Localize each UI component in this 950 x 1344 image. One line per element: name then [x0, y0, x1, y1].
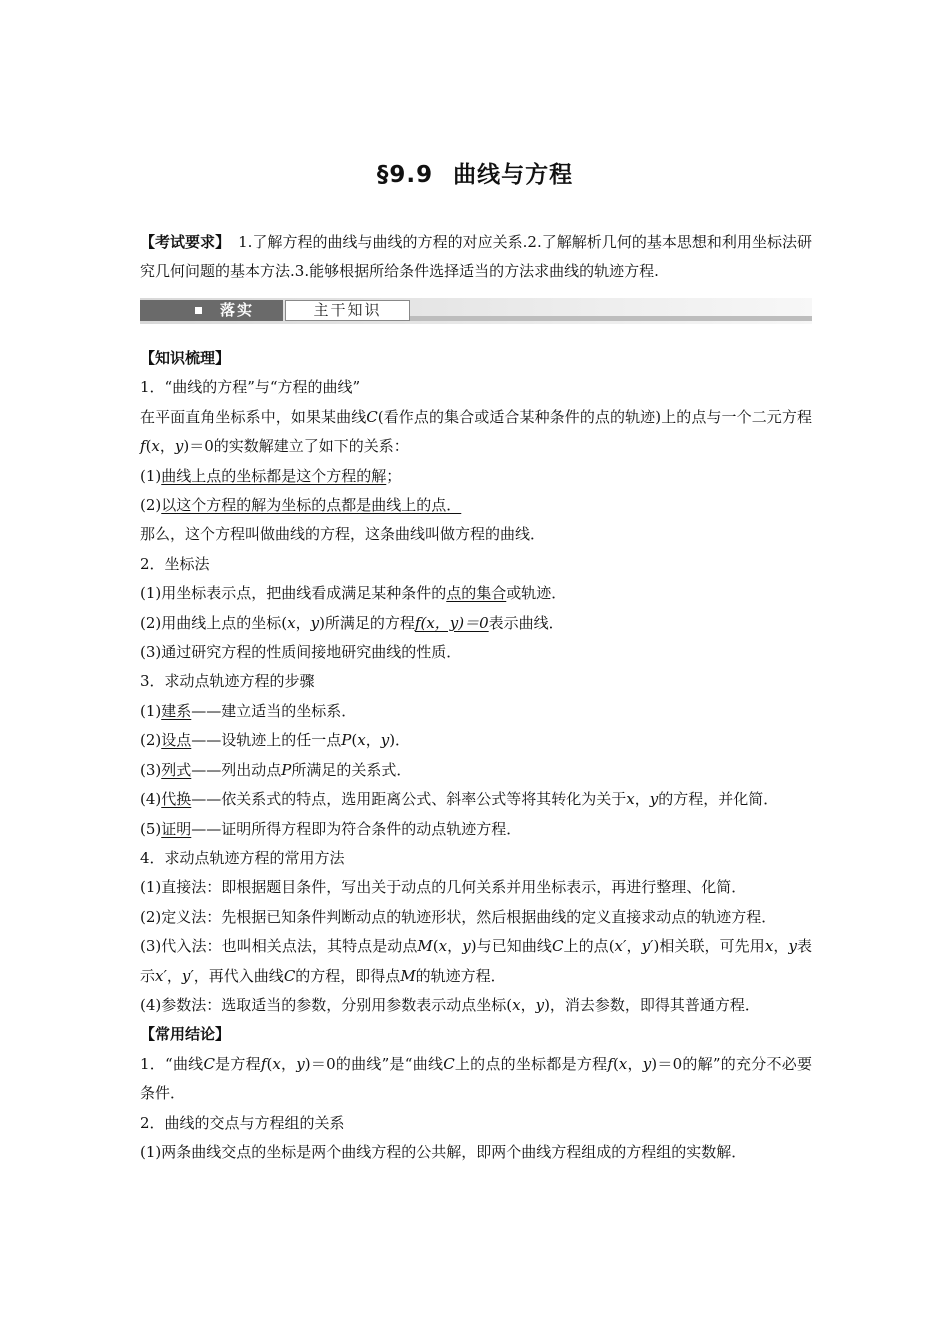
- s2-heading: 2．坐标法: [140, 554, 210, 573]
- s4-method-3: (3)代入法：也叫相关点法，其特点是动点M(x，y)与已知曲线C上的点(x′，y′)相关联，可先用x，y表示x′，y′，再代入曲线C的方程，即得点M的轨迹方程．: [140, 937, 812, 985]
- s4-method-2: (2)定义法：先根据已知条件判断动点的轨迹形状，然后根据曲线的定义直接求动点的轨迹方程．: [140, 907, 777, 926]
- s3-step-2: (2)设点——设轨迹上的任一点P(x，y)．: [140, 731, 411, 750]
- exam-requirements-text: 1.了解方程的曲线与曲线的方程的对应关系.2.了解解析几何的基本思想和利用坐标法研究几何问题的基本方法.3.能够根据所给条件选择适当的方法求曲线的轨迹方程.: [140, 233, 812, 280]
- s1-condition-1: (1)曲线上点的坐标都是这个方程的解；: [140, 466, 402, 485]
- s4-method-1: (1)直接法：即根据题目条件，写出关于动点的几何关系并用坐标表示，再进行整理、化简．: [140, 878, 747, 897]
- banner-left: [140, 300, 283, 321]
- s3-step-4: (4)代换——依关系式的特点，选用距离公式、斜率公式等将其转化为关于x，y的方程，并化简．: [140, 790, 779, 809]
- square-bullet-icon: [195, 307, 202, 314]
- knowledge-heading: 【知识梳理】: [140, 349, 231, 367]
- banner-left-label: 落实: [220, 301, 255, 319]
- s3-step-1: (1)建系——建立适当的坐标系．: [140, 701, 357, 720]
- s3-step-3: (3)列式——列出动点P所满足的关系式．: [140, 760, 412, 779]
- exam-requirements-tag: 【考试要求】: [140, 233, 231, 251]
- conclusion-2-heading: 2．曲线的交点与方程组的关系: [140, 1113, 345, 1132]
- s1-summary: 那么，这个方程叫做曲线的方程，这条曲线叫做方程的曲线．: [140, 525, 546, 544]
- exam-requirements: [140, 228, 812, 286]
- s2-item-1: (1)用坐标表示点，把曲线看成满足某种条件的点的集合或轨迹．: [140, 584, 567, 603]
- conclusion-1: 1．“曲线C是方程f(x，y)＝0的曲线”是“曲线C上的点的坐标都是方程f(x，y)＝0的解”的充分不必要条件．: [140, 1054, 812, 1103]
- s1-intro: 在平面直角坐标系中，如果某曲线C(看作点的集合或适合某种条件的点的轨迹)上的点与一个二元方程f(x，y)＝0的实数解建立了如下的关系：: [140, 407, 812, 456]
- s1-heading: 1．“曲线的方程”与“方程的曲线”: [140, 378, 361, 397]
- conclusions-heading: 【常用结论】: [140, 1025, 231, 1044]
- main-content: [140, 344, 812, 1167]
- s3-heading: 3．求动点轨迹方程的步骤: [140, 672, 315, 691]
- section-banner: [140, 298, 812, 324]
- section-title: 曲线与方程: [453, 162, 574, 188]
- banner-right-label: 主干知识: [285, 300, 410, 321]
- s2-item-3: (3)通过研究方程的性质间接地研究曲线的性质．: [140, 643, 462, 662]
- page-title: [0, 156, 950, 189]
- s2-item-2: (2)用曲线上点的坐标(x，y)所满足的方程f(x，y)＝0表示曲线．: [140, 613, 564, 632]
- s4-method-4: (4)参数法：选取适当的参数，分别用参数表示动点坐标(x，y)，消去参数，即得其普通方程．: [140, 995, 760, 1014]
- section-number: §9.9: [376, 162, 434, 188]
- banner-stripe: [410, 316, 812, 321]
- s1-condition-2: (2)以这个方程的解为坐标的点都是曲线上的点．: [140, 496, 462, 515]
- s3-step-5: (5)证明——证明所得方程即为符合条件的动点轨迹方程．: [140, 819, 522, 838]
- conclusion-2-item-1: (1)两条曲线交点的坐标是两个曲线方程的公共解，即两个曲线方程组成的方程组的实数解．: [140, 1142, 747, 1161]
- s4-heading: 4．求动点轨迹方程的常用方法: [140, 848, 345, 867]
